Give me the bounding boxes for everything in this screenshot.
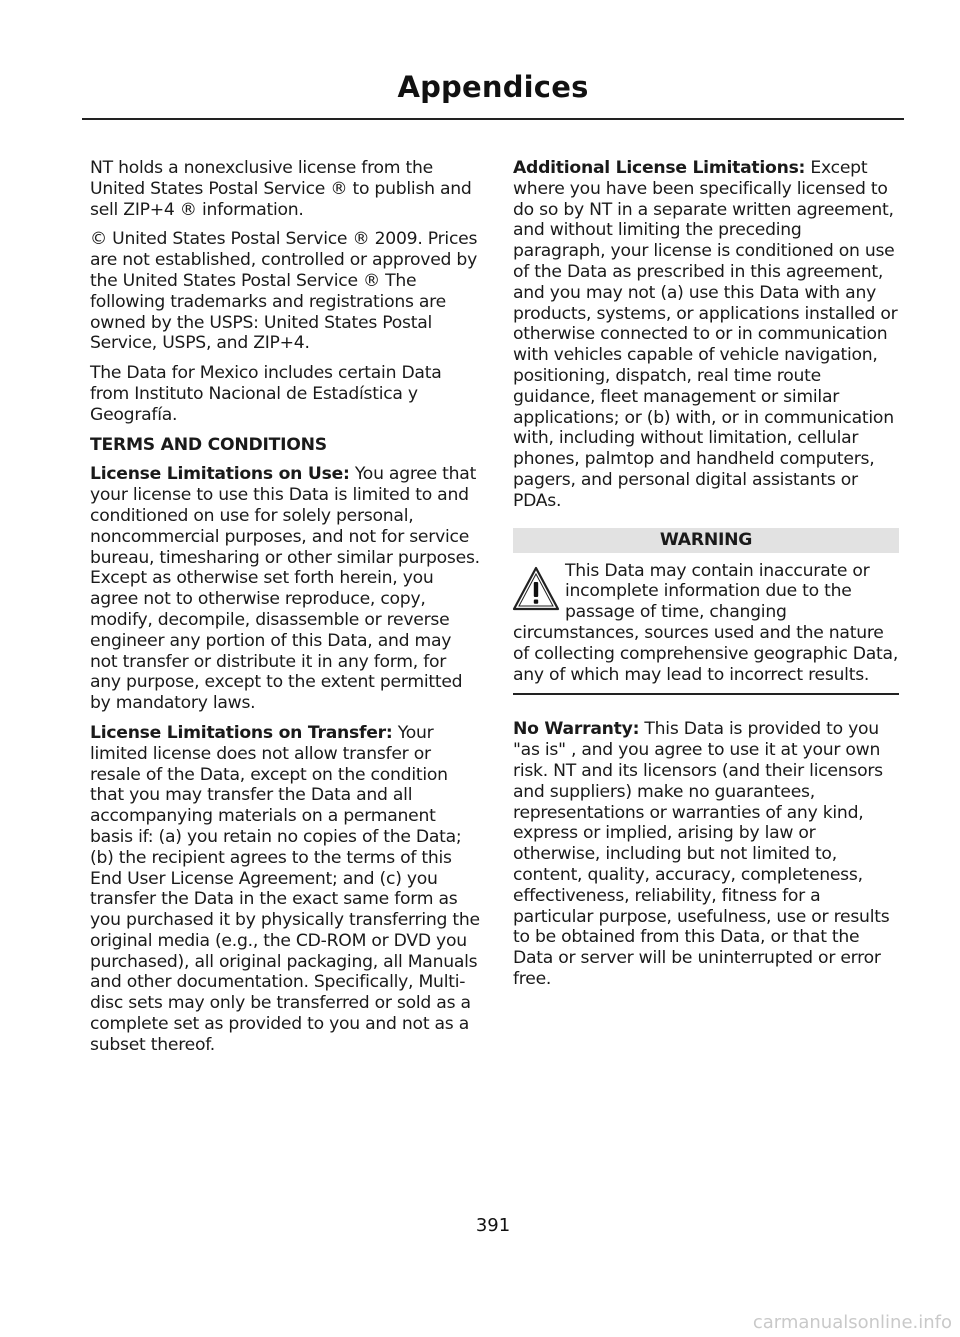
paragraph-additional-limitations xyxy=(513,158,899,512)
transfer-limitations-label: License Limitations on Transfer: xyxy=(90,722,393,743)
warning-triangle-icon xyxy=(511,565,561,613)
additional-limitations-text: Except where you have been specifically licensed to do so by NT in a separate written agreement, and without limiting the preceding paragraph, your license is conditioned on use of the Data as prescribed in this agreement, and you may not (a) use this Data with any products, systems, or applications installed or otherwise connected to or in communication with vehicles capable of vehicle navigation, positioning, dispatch, real time route guidance, fleet management or similar applications; or (b) with, or in communication with, including without limitation, cellular phones, palmtop and handheld computers, pagers, and personal digital assistants or PDAs. xyxy=(513,158,898,511)
warning-divider xyxy=(513,693,899,695)
paragraph-use-limitations xyxy=(90,464,482,714)
paragraph-postal-license: NT holds a nonexclusive license from the United States Postal Service ® to publish and sell ZIP+4 ® information. xyxy=(90,158,472,220)
no-warranty-text: This Data is provided to you "as is" , and you agree to use it at your own risk. NT and its licensors (and their licensors and suppliers) make no guarantees, representations or warranties of any kind, express or implied, arising by law or otherwise, including but not limited to, content, quality, accuracy, completeness, effectiveness, reliability, fitness for a particular purpose, usefulness, use or results to be obtained from this Data, or that the Data or server will be uninterrupted or error free. xyxy=(513,719,890,989)
transfer-limitations-text: Your limited license does not allow transfer or resale of the Data, except on the condition that you may transfer the Data and all accompanying materials on a permanent basis if: (a) you retain no copies of the Data; (b) the recipient agrees to the terms of this End User License Agreement; and (c) you transfer the Data in the exact same form as you purchased it by physically transferring the original media (e.g., the CD-ROM or DVD you purchased), all original packaging, all Manuals and other documentation. Specifically, Multi-disc sets may only be transferred or sold as a complete set as provided to you and not as a subset thereof. xyxy=(90,722,480,1055)
page-title: Appendices xyxy=(397,70,589,104)
paragraph-mexico-data: The Data for Mexico includes certain Data from Instituto Nacional de Estadística y Geografía. xyxy=(90,363,442,425)
header-divider xyxy=(82,118,904,120)
watermark: carmanualsonline.info xyxy=(752,1312,952,1333)
use-limitations-text: You agree that your license to use this Data is limited to and conditioned on use for solely personal, noncommercial purposes, and not for service bureau, timesharing or other similar purposes. Except as otherwise set forth herein, you agree not to otherwise reproduce, copy, modify, decompile, disassemble or reverse engineer any portion of this Data, and may not transfer or distribute it in any form, for any purpose, except to the extent permitted by mandatory laws. xyxy=(90,464,480,714)
paragraph-no-warranty xyxy=(513,719,899,989)
terms-heading: TERMS AND CONDITIONS xyxy=(90,434,327,455)
warning-body xyxy=(513,561,899,686)
paragraph-transfer-limitations xyxy=(90,723,482,1056)
paragraph-postal-copyright: © United States Postal Service ® 2009. Prices are not established, controlled or approved by the United States Postal Service ® The following trademarks and registrations are owned by the USPS: United States Postal Service, USPS, and ZIP+4. xyxy=(90,229,478,354)
warning-text: This Data may contain inaccurate or incomplete information due to the passage of time, changing circumstances, sources used and the nature of collecting comprehensive geographic Data, any of which may lead to incorrect results. xyxy=(513,560,899,685)
additional-limitations-label: Additional License Limitations: xyxy=(513,158,806,178)
no-warranty-label: No Warranty: xyxy=(513,719,640,740)
page-number: 391 xyxy=(475,1215,511,1236)
use-limitations-label: License Limitations on Use: xyxy=(90,464,350,485)
warning-title-bar: WARNING xyxy=(513,528,899,553)
right-column xyxy=(513,158,899,999)
left-column xyxy=(90,158,482,1065)
